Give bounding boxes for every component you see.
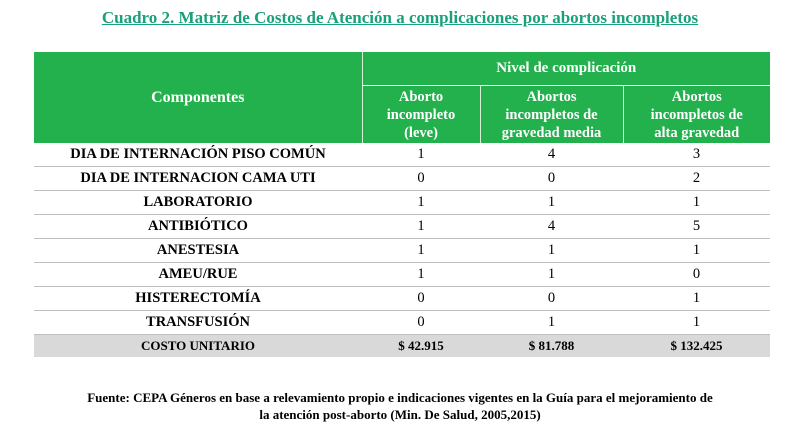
table-row [34, 239, 770, 263]
total-row [34, 335, 770, 358]
value-cell: 0 [623, 263, 770, 287]
source-line: Fuente: CEPA Géneros en base a relevamiento propio e indicaciones vigentes en la Guía para el mejoramiento de [87, 390, 713, 405]
value-cell: 3 [623, 143, 770, 167]
total-value: $ 132.425 [623, 335, 770, 358]
level-line: incompleto [386, 106, 456, 123]
componentes-header: Componentes [34, 52, 362, 143]
table-row [34, 143, 770, 167]
level-alta-header [623, 86, 770, 144]
value-cell: 4 [480, 143, 623, 167]
level-line: Abortos [526, 88, 577, 105]
total-value: $ 81.788 [480, 335, 623, 358]
component-name: ANESTESIA [34, 239, 362, 263]
table-row [34, 287, 770, 311]
value-cell: 1 [362, 239, 480, 263]
table-row [34, 263, 770, 287]
value-cell: 1 [362, 263, 480, 287]
table-row [34, 191, 770, 215]
table-row [34, 215, 770, 239]
value-cell: 0 [362, 167, 480, 191]
value-cell: 1 [362, 215, 480, 239]
source-line: la atención post-aborto (Min. De Salud, 2005,2015) [259, 407, 541, 422]
level-media-header [480, 86, 623, 144]
value-cell: 1 [480, 263, 623, 287]
component-name: TRANSFUSIÓN [34, 311, 362, 335]
component-name: AMEU/RUE [34, 263, 362, 287]
value-cell: 0 [480, 167, 623, 191]
value-cell: 1 [480, 311, 623, 335]
value-cell: 1 [623, 287, 770, 311]
level-line: Aborto [398, 88, 444, 105]
level-line: gravedad media [501, 124, 602, 141]
nivel-header: Nivel de complicación [362, 52, 770, 86]
component-name: ANTIBIÓTICO [34, 215, 362, 239]
table-row [34, 311, 770, 335]
value-cell: 0 [480, 287, 623, 311]
component-name: DIA DE INTERNACIÓN PISO COMÚN [34, 143, 362, 167]
total-label: COSTO UNITARIO [34, 335, 362, 358]
value-cell: 5 [623, 215, 770, 239]
source-note [30, 389, 770, 423]
table-title: Cuadro 2. Matriz de Costos de Atención a complicaciones por abortos incompletos [101, 8, 699, 27]
component-name: LABORATORIO [34, 191, 362, 215]
value-cell: 1 [623, 191, 770, 215]
level-line: incompletos de [505, 106, 598, 123]
level-leve-header [362, 86, 480, 144]
level-line: incompletos de [650, 106, 743, 123]
component-name: HISTERECTOMÍA [34, 287, 362, 311]
value-cell: 2 [623, 167, 770, 191]
component-name: DIA DE INTERNACION CAMA UTI [34, 167, 362, 191]
level-line: Abortos [671, 88, 722, 105]
value-cell: 1 [480, 239, 623, 263]
value-cell: 1 [362, 191, 480, 215]
value-cell: 1 [623, 311, 770, 335]
value-cell: 0 [362, 287, 480, 311]
value-cell: 1 [480, 191, 623, 215]
table-row [34, 167, 770, 191]
level-line: (leve) [404, 124, 438, 141]
value-cell: 1 [623, 239, 770, 263]
value-cell: 4 [480, 215, 623, 239]
total-value: $ 42.915 [362, 335, 480, 358]
cost-matrix-table [34, 52, 770, 357]
level-line: alta gravedad [654, 124, 740, 141]
value-cell: 0 [362, 311, 480, 335]
value-cell: 1 [362, 143, 480, 167]
